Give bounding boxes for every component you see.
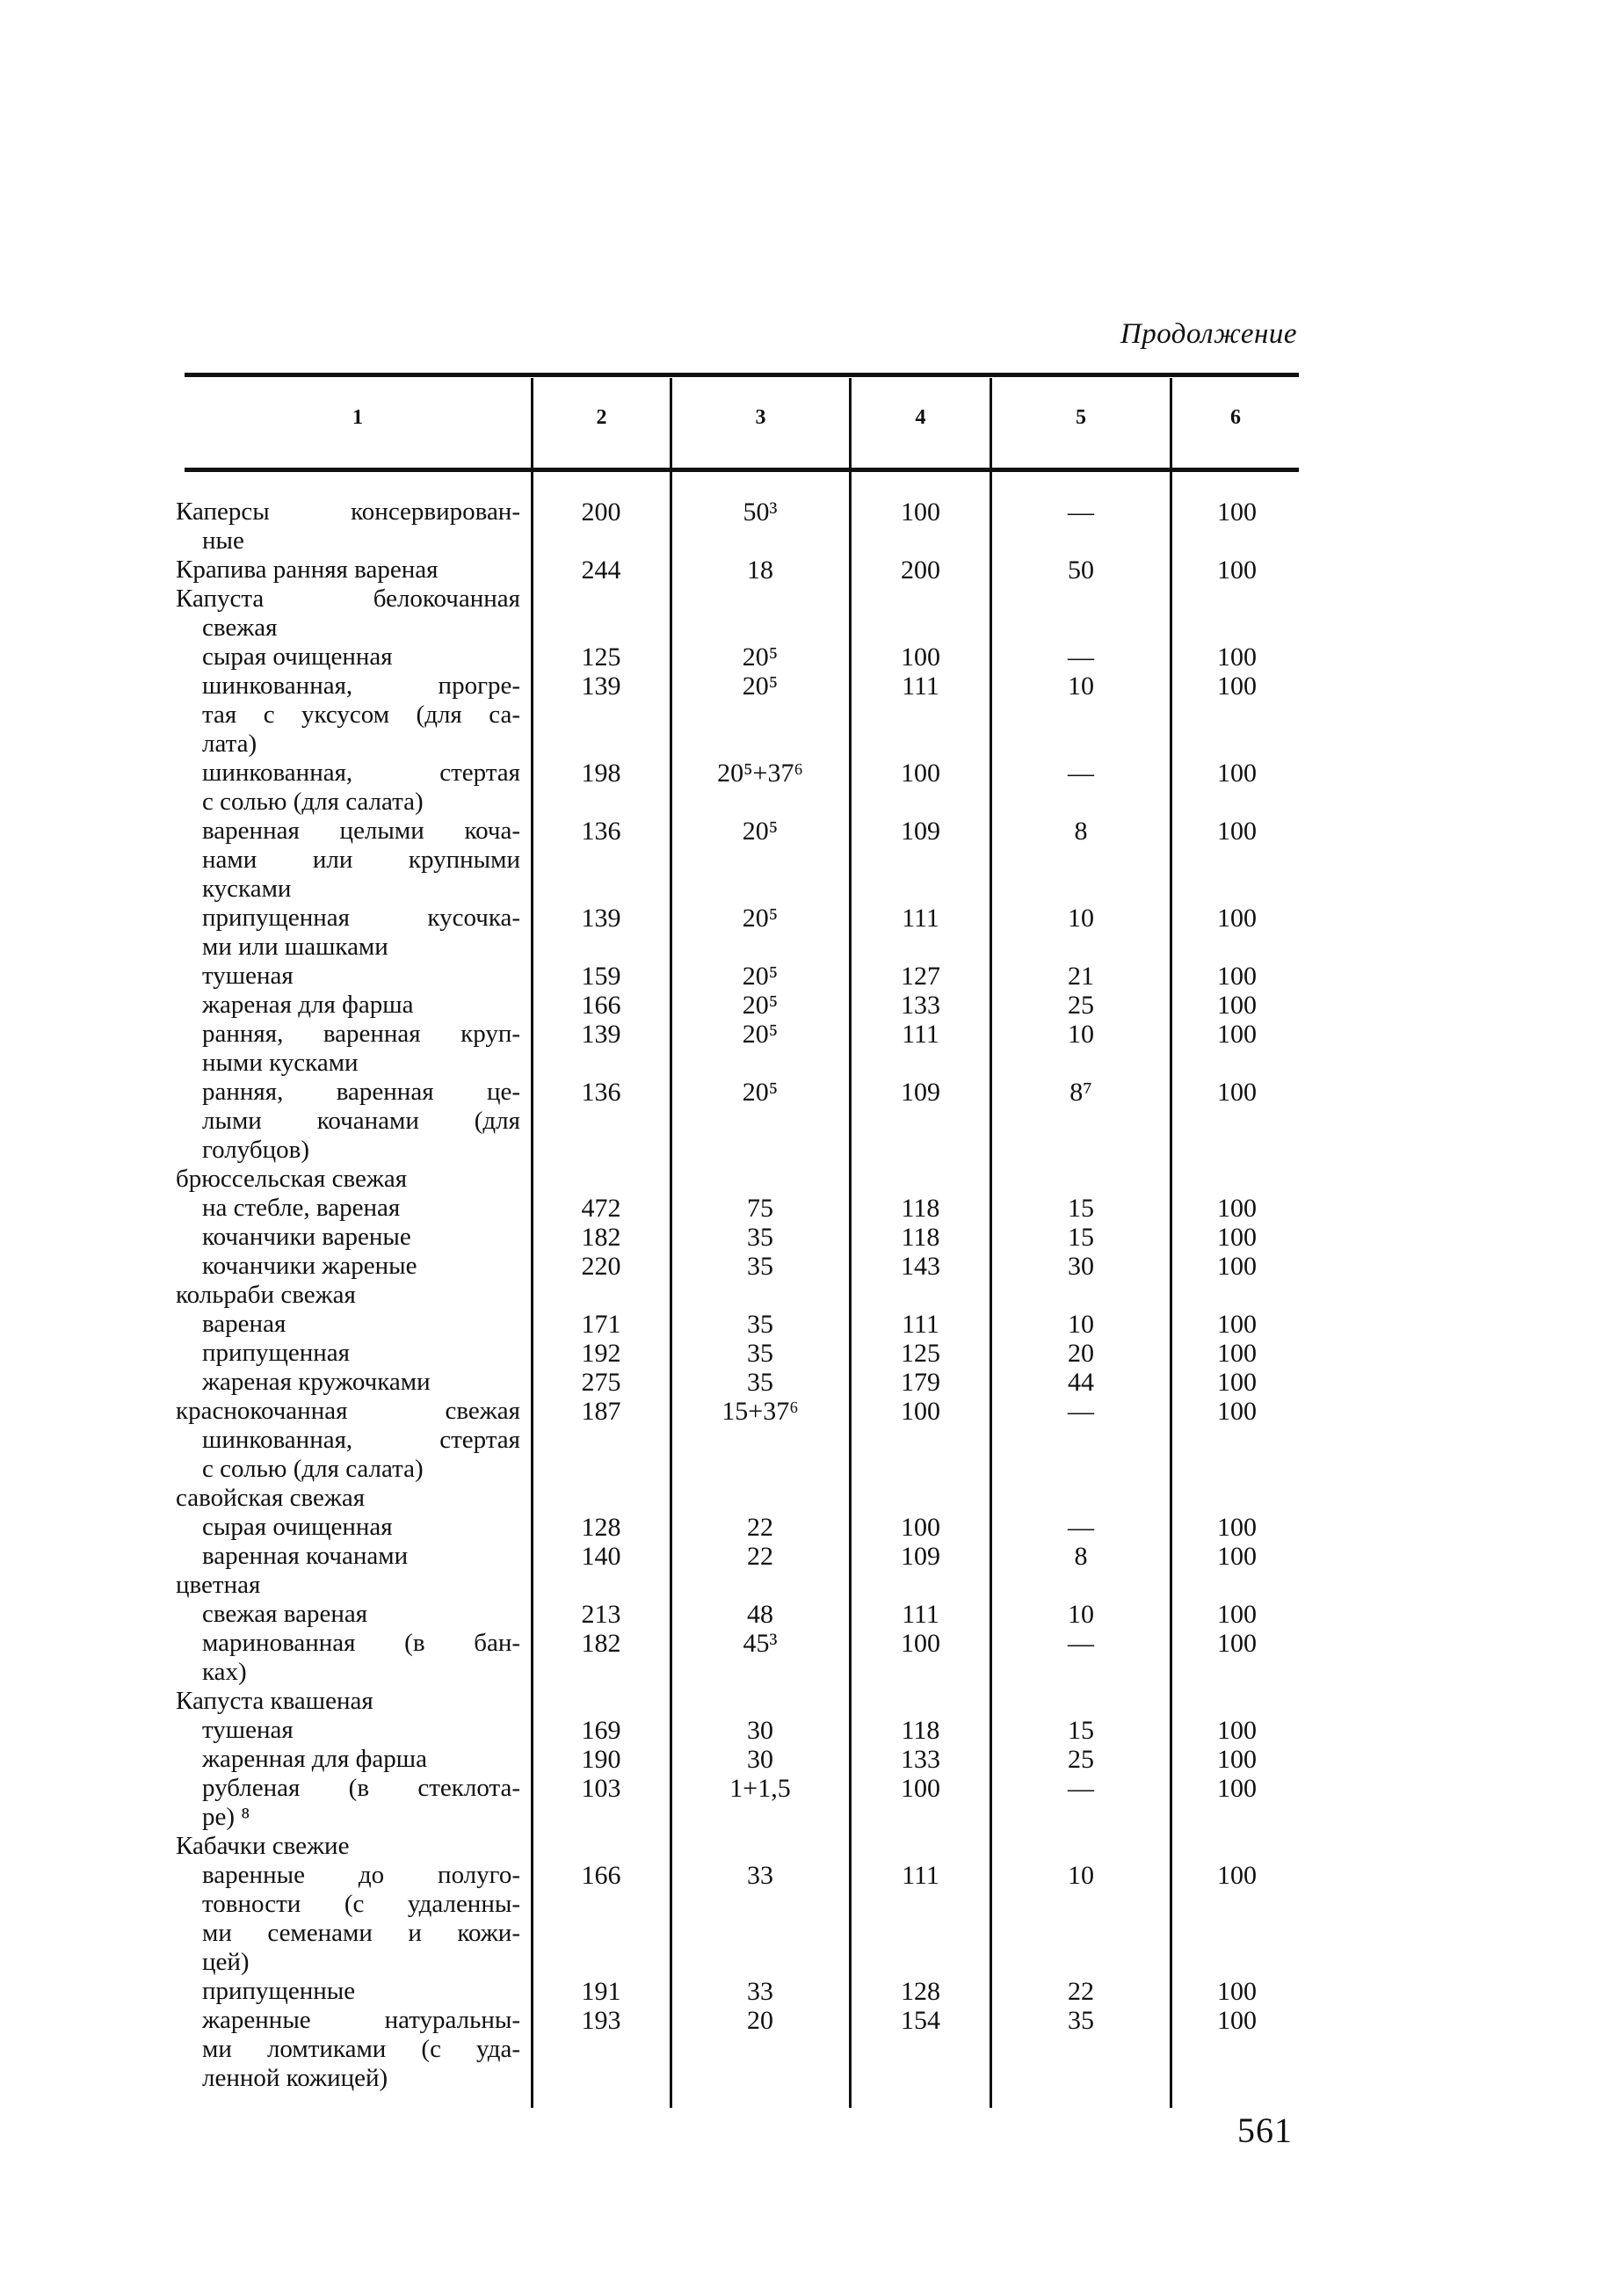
cell-col-3: 30 (747, 1745, 773, 1774)
item-name (202, 1223, 520, 1252)
cell-col-5: 10 (1068, 1310, 1094, 1339)
item-name (202, 1716, 520, 1745)
item-name-line: жареная для фарша (202, 991, 414, 1019)
cell-col-3: 22 (747, 1513, 773, 1542)
item-name (202, 1020, 520, 1078)
cell-col-6: 100 (1217, 1745, 1257, 1774)
column-divider (1170, 378, 1172, 2108)
item-name (202, 1339, 520, 1368)
item-name-line: лыми кочанами (для (202, 1107, 520, 1135)
cell-col-4: 179 (901, 1368, 940, 1397)
cell-col-3: 20⁵ (742, 1020, 779, 1049)
cell-col-4: 118 (901, 1223, 940, 1252)
cell-col-5: 25 (1068, 991, 1094, 1020)
item-name-line: варенная целыми коча- (202, 817, 520, 845)
cell-col-5: 10 (1068, 672, 1094, 701)
item-name (176, 556, 520, 585)
item-name-line: нами или крупными (202, 846, 520, 874)
cell-col-5: 10 (1068, 1020, 1094, 1049)
item-name (202, 759, 520, 817)
item-name-line: тушеная (202, 1716, 294, 1744)
item-name-line: ми семенами и кожи- (202, 1919, 520, 1947)
item-name-line: ре) ⁸ (202, 1803, 250, 1831)
item-name (202, 1977, 520, 2006)
cell-col-2: 166 (581, 991, 621, 1020)
item-name-line: шинкованная, стертая (202, 1426, 520, 1454)
item-name-line: с солью (для салата) (202, 788, 424, 816)
item-name (202, 1194, 520, 1223)
cell-col-5: 10 (1068, 1861, 1094, 1890)
cell-col-5: 22 (1068, 1977, 1094, 2006)
item-name-line: сырая очищенная (202, 1513, 393, 1541)
cell-col-2: 136 (581, 1078, 621, 1107)
cell-col-2: 182 (581, 1223, 621, 1252)
item-name-line: сырая очищенная (202, 643, 393, 671)
cell-col-5: — (1068, 1397, 1094, 1426)
cell-col-4: 127 (901, 962, 940, 991)
cell-col-2: 103 (581, 1774, 621, 1803)
cell-col-5: 20 (1068, 1339, 1094, 1368)
cell-col-4: 133 (901, 1745, 940, 1774)
item-name (176, 1165, 520, 1194)
cell-col-3: 33 (747, 1861, 773, 1890)
cell-col-4: 154 (901, 2006, 940, 2035)
cell-col-3: 33 (747, 1977, 773, 2006)
item-name-line: брюссельская свежая (176, 1165, 408, 1193)
item-name (176, 1687, 520, 1716)
cell-col-2: 190 (581, 1745, 621, 1774)
cell-col-6: 100 (1217, 1977, 1257, 2006)
item-name (202, 643, 520, 672)
cell-col-3: 48 (747, 1600, 773, 1629)
cell-col-2: 220 (581, 1252, 621, 1281)
cell-col-3: 20 (747, 2006, 773, 2035)
item-name-line: цветная (176, 1571, 261, 1599)
cell-col-3: 20⁵ (742, 1078, 779, 1107)
continuation-label: Продолжение (1120, 318, 1297, 350)
cell-col-3: 35 (747, 1252, 773, 1281)
cell-col-4: 109 (901, 1078, 940, 1107)
cell-col-4: 143 (901, 1252, 940, 1281)
cell-col-6: 100 (1217, 1861, 1257, 1890)
cell-col-2: 472 (581, 1194, 621, 1223)
cell-col-5: 25 (1068, 1745, 1094, 1774)
cell-col-2: 171 (581, 1310, 621, 1339)
cell-col-6: 100 (1217, 556, 1257, 585)
item-name-line: савойская свежая (176, 1484, 366, 1512)
cell-col-4: 133 (901, 991, 940, 1020)
item-name (202, 962, 520, 991)
column-header-5: 5 (1076, 406, 1086, 429)
cell-col-5: 10 (1068, 1600, 1094, 1629)
cell-col-6: 100 (1217, 1223, 1257, 1252)
item-name (202, 904, 520, 962)
cell-col-2: 198 (581, 759, 621, 788)
cell-col-2: 139 (581, 672, 621, 701)
item-name (176, 1281, 520, 1310)
cell-col-3: 30 (747, 1716, 773, 1745)
item-name-line: жареная кружочками (202, 1368, 431, 1396)
item-name (202, 1774, 520, 1832)
cell-col-4: 100 (901, 759, 940, 788)
cell-col-5: 10 (1068, 904, 1094, 933)
cell-col-5: — (1068, 498, 1094, 527)
column-header-6: 6 (1230, 406, 1241, 429)
cell-col-6: 100 (1217, 962, 1257, 991)
item-name-line: варенные до полуго- (202, 1861, 520, 1889)
cell-col-2: 187 (581, 1397, 621, 1426)
item-name-line: краснокочанная свежая (176, 1397, 520, 1425)
item-name-line: лата) (202, 730, 257, 758)
cell-col-3: 45³ (743, 1629, 778, 1658)
item-name (176, 1571, 520, 1600)
page-number: 561 (1237, 2111, 1293, 2150)
column-header-3: 3 (755, 406, 766, 429)
cell-col-4: 111 (902, 904, 939, 933)
item-name (202, 672, 520, 759)
item-name-line: рубленая (в стеклота- (202, 1774, 520, 1802)
item-name (176, 585, 520, 643)
item-name-line: кочанчики жареные (202, 1252, 417, 1280)
item-name (202, 1745, 520, 1774)
cell-col-2: 244 (581, 556, 621, 585)
table-top-rule (185, 373, 1299, 377)
cell-col-2: 275 (581, 1368, 621, 1397)
cell-col-3: 20⁵ (742, 991, 779, 1020)
cell-col-4: 111 (902, 1861, 939, 1890)
item-name-line: свежая (202, 614, 278, 642)
cell-col-2: 193 (581, 2006, 621, 2035)
cell-col-5: — (1068, 1513, 1094, 1542)
cell-col-5: 15 (1068, 1194, 1094, 1223)
cell-col-3: 20⁵+37⁶ (717, 759, 803, 788)
cell-col-4: 100 (901, 1397, 940, 1426)
cell-col-4: 200 (901, 556, 940, 585)
cell-col-5: — (1068, 1629, 1094, 1658)
cell-col-3: 50³ (743, 498, 778, 527)
cell-col-6: 100 (1217, 2006, 1257, 2035)
item-name-line: жаренная для фарша (202, 1745, 427, 1773)
cell-col-6: 100 (1217, 498, 1257, 527)
cell-col-3: 18 (747, 556, 773, 585)
column-header-2: 2 (596, 406, 607, 429)
cell-col-2: 125 (581, 643, 621, 672)
cell-col-4: 111 (902, 1600, 939, 1629)
cell-col-4: 109 (901, 817, 940, 846)
cell-col-4: 125 (901, 1339, 940, 1368)
item-name-line: Каперсы консервирован- (176, 498, 520, 526)
item-name-line: ках) (202, 1658, 247, 1686)
item-name-line: ми или шашками (202, 933, 388, 961)
cell-col-5: — (1068, 643, 1094, 672)
item-name-line: маринованная (в бан- (202, 1629, 520, 1657)
cell-col-2: 166 (581, 1861, 621, 1890)
cell-col-5: 15 (1068, 1223, 1094, 1252)
item-name-line: варенная кочанами (202, 1542, 409, 1570)
cell-col-6: 100 (1217, 1078, 1257, 1107)
cell-col-6: 100 (1217, 672, 1257, 701)
column-divider (990, 378, 992, 2108)
cell-col-6: 100 (1217, 643, 1257, 672)
cell-col-2: 159 (581, 962, 621, 991)
item-name (202, 1600, 520, 1629)
cell-col-2: 213 (581, 1600, 621, 1629)
cell-col-6: 100 (1217, 1629, 1257, 1658)
cell-col-2: 139 (581, 904, 621, 933)
cell-col-3: 20⁵ (742, 817, 779, 846)
cell-col-5: 44 (1068, 1368, 1094, 1397)
item-name (202, 1310, 520, 1339)
item-name-line: припущенная (202, 1339, 351, 1367)
cell-col-6: 100 (1217, 817, 1257, 846)
cell-col-6: 100 (1217, 759, 1257, 788)
cell-col-5: 35 (1068, 2006, 1094, 2035)
item-name-line: жаренные натуральны- (202, 2006, 520, 2034)
cell-col-3: 35 (747, 1223, 773, 1252)
cell-col-6: 100 (1217, 1774, 1257, 1803)
item-name (202, 1513, 520, 1542)
item-name-line: кусками (202, 875, 292, 903)
cell-col-6: 100 (1217, 1194, 1257, 1223)
item-name (176, 1832, 520, 1861)
item-name-line: кочанчики вареные (202, 1223, 411, 1251)
cell-col-2: 140 (581, 1542, 621, 1571)
cell-col-3: 35 (747, 1310, 773, 1339)
item-name-line: шинкованная, прогре- (202, 672, 520, 700)
cell-col-3: 75 (747, 1194, 773, 1223)
column-header-1: 1 (352, 406, 363, 429)
item-name-line: с солью (для салата) (202, 1455, 424, 1483)
column-divider (849, 378, 852, 2108)
cell-col-2: 169 (581, 1716, 621, 1745)
item-name (202, 1629, 520, 1687)
cell-col-6: 100 (1217, 1716, 1257, 1745)
item-name-line: ранняя, варенная круп- (202, 1020, 520, 1048)
cell-col-4: 100 (901, 1513, 940, 1542)
cell-col-2: 200 (581, 498, 621, 527)
item-name (202, 991, 520, 1020)
cell-col-4: 100 (901, 1629, 940, 1658)
item-name-line: свежая вареная (202, 1600, 368, 1628)
item-name-line: тая с уксусом (для са- (202, 701, 520, 729)
item-name-line: шинкованная, стертая (202, 759, 520, 787)
cell-col-6: 100 (1217, 1252, 1257, 1281)
cell-col-4: 111 (902, 672, 939, 701)
item-name-line: припущенные (202, 1977, 356, 2005)
item-name (202, 1542, 520, 1571)
cell-col-4: 100 (901, 643, 940, 672)
cell-col-4: 111 (902, 1020, 939, 1049)
cell-col-2: 182 (581, 1629, 621, 1658)
item-name-line: ранняя, варенная це- (202, 1078, 520, 1106)
cell-col-5: 30 (1068, 1252, 1094, 1281)
item-name-line: ми ломтиками (с уда- (202, 2035, 520, 2063)
item-name-line: товности (с удаленны- (202, 1890, 520, 1918)
cell-col-4: 100 (901, 498, 940, 527)
cell-col-3: 22 (747, 1542, 773, 1571)
cell-col-6: 100 (1217, 1339, 1257, 1368)
cell-col-6: 100 (1217, 1020, 1257, 1049)
cell-col-4: 111 (902, 1310, 939, 1339)
cell-col-3: 20⁵ (742, 643, 779, 672)
item-name (202, 1252, 520, 1281)
item-name-line: кольраби свежая (176, 1281, 356, 1309)
item-name (202, 2006, 520, 2093)
cell-col-4: 109 (901, 1542, 940, 1571)
cell-col-2: 139 (581, 1020, 621, 1049)
item-name (202, 817, 520, 904)
cell-col-6: 100 (1217, 904, 1257, 933)
cell-col-5: — (1068, 1774, 1094, 1803)
cell-col-6: 100 (1217, 1513, 1257, 1542)
cell-col-5: 8 (1074, 817, 1088, 846)
item-name-line: тушеная (202, 962, 294, 990)
cell-col-3: 35 (747, 1339, 773, 1368)
cell-col-5: — (1068, 759, 1094, 788)
item-name (176, 1484, 520, 1513)
cell-col-3: 1+1,5 (729, 1774, 791, 1803)
cell-col-6: 100 (1217, 1397, 1257, 1426)
table-header-rule (185, 468, 1299, 472)
item-name-line: вареная (202, 1310, 286, 1338)
cell-col-5: 21 (1068, 962, 1094, 991)
item-name-line: Крапива ранняя вареная (176, 556, 439, 584)
item-name-line: ными кусками (202, 1049, 359, 1077)
cell-col-6: 100 (1217, 1310, 1257, 1339)
item-name-line: припущенная кусочка- (202, 904, 520, 932)
column-header-4: 4 (915, 406, 926, 429)
cell-col-3: 20⁵ (742, 904, 779, 933)
cell-col-3: 35 (747, 1368, 773, 1397)
cell-col-5: 8 (1074, 1542, 1088, 1571)
item-name (176, 498, 520, 556)
cell-col-4: 128 (901, 1977, 940, 2006)
item-name-line: Кабачки свежие (176, 1832, 350, 1860)
item-name (176, 1397, 520, 1484)
cell-col-2: 192 (581, 1339, 621, 1368)
item-name-line: цей) (202, 1948, 250, 1976)
cell-col-2: 191 (581, 1977, 621, 2006)
cell-col-5: 50 (1068, 556, 1094, 585)
item-name-line: ленной кожицей) (202, 2064, 388, 2092)
cell-col-5: 15 (1068, 1716, 1094, 1745)
cell-col-4: 118 (901, 1716, 940, 1745)
cell-col-6: 100 (1217, 1368, 1257, 1397)
cell-col-6: 100 (1217, 1542, 1257, 1571)
cell-col-4: 118 (901, 1194, 940, 1223)
item-name-line: голубцов) (202, 1136, 310, 1164)
cell-col-6: 100 (1217, 1600, 1257, 1629)
cell-col-5: 8⁷ (1069, 1078, 1092, 1107)
item-name-line: Капуста квашеная (176, 1687, 373, 1715)
cell-col-3: 20⁵ (742, 962, 779, 991)
item-name (202, 1861, 520, 1977)
cell-col-4: 100 (901, 1774, 940, 1803)
item-name-line: на стебле, вареная (202, 1194, 401, 1222)
item-name (202, 1078, 520, 1165)
cell-col-2: 128 (581, 1513, 621, 1542)
column-divider (531, 378, 533, 2108)
item-name-line: Капуста белокочанная (176, 585, 520, 613)
item-name (202, 1368, 520, 1397)
cell-col-2: 136 (581, 817, 621, 846)
cell-col-6: 100 (1217, 991, 1257, 1020)
cell-col-3: 15+37⁶ (721, 1397, 799, 1426)
cell-col-3: 20⁵ (742, 672, 779, 701)
item-name-line: ные (202, 527, 244, 555)
